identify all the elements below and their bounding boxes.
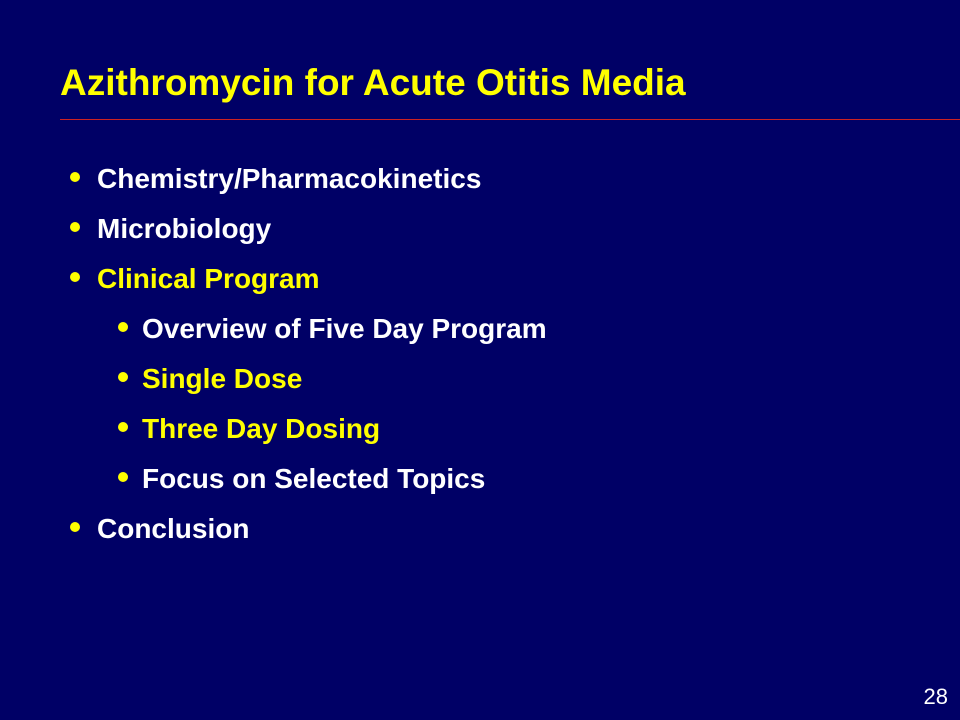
sub-bullet-item-single-dose	[118, 355, 302, 403]
bullet-dot-icon	[118, 372, 128, 382]
bullet-item-microbiology	[70, 205, 271, 253]
bullet-dot-icon	[70, 272, 80, 282]
bullet-dot-icon	[70, 522, 80, 532]
page-number: 28	[923, 684, 948, 709]
bullet-label: Single Dose	[142, 363, 303, 394]
title-divider	[60, 119, 960, 120]
bullet-label: Chemistry/Pharmacokinetics	[97, 163, 482, 194]
bullet-dot-icon	[70, 222, 80, 232]
sub-bullet-item-overview	[118, 305, 547, 353]
bullet-label: Conclusion	[97, 513, 250, 544]
bullet-item-clinical-program	[70, 255, 320, 303]
bullet-label: Focus on Selected Topics	[142, 463, 486, 494]
bullet-item-chemistry	[70, 155, 481, 203]
sub-bullet-item-three-day	[118, 405, 380, 453]
bullet-item-conclusion	[70, 505, 249, 553]
bullet-label: Microbiology	[97, 213, 272, 244]
bullet-dot-icon	[118, 322, 128, 332]
bullet-dot-icon	[70, 172, 80, 182]
bullet-label: Clinical Program	[97, 263, 320, 294]
bullet-label: Three Day Dosing	[142, 413, 381, 444]
bullet-dot-icon	[118, 422, 128, 432]
slide-title: Azithromycin for Acute Otitis Media	[60, 62, 686, 103]
bullet-dot-icon	[118, 472, 128, 482]
bullet-label: Overview of Five Day Program	[142, 313, 547, 344]
sub-bullet-item-focus	[118, 455, 485, 503]
